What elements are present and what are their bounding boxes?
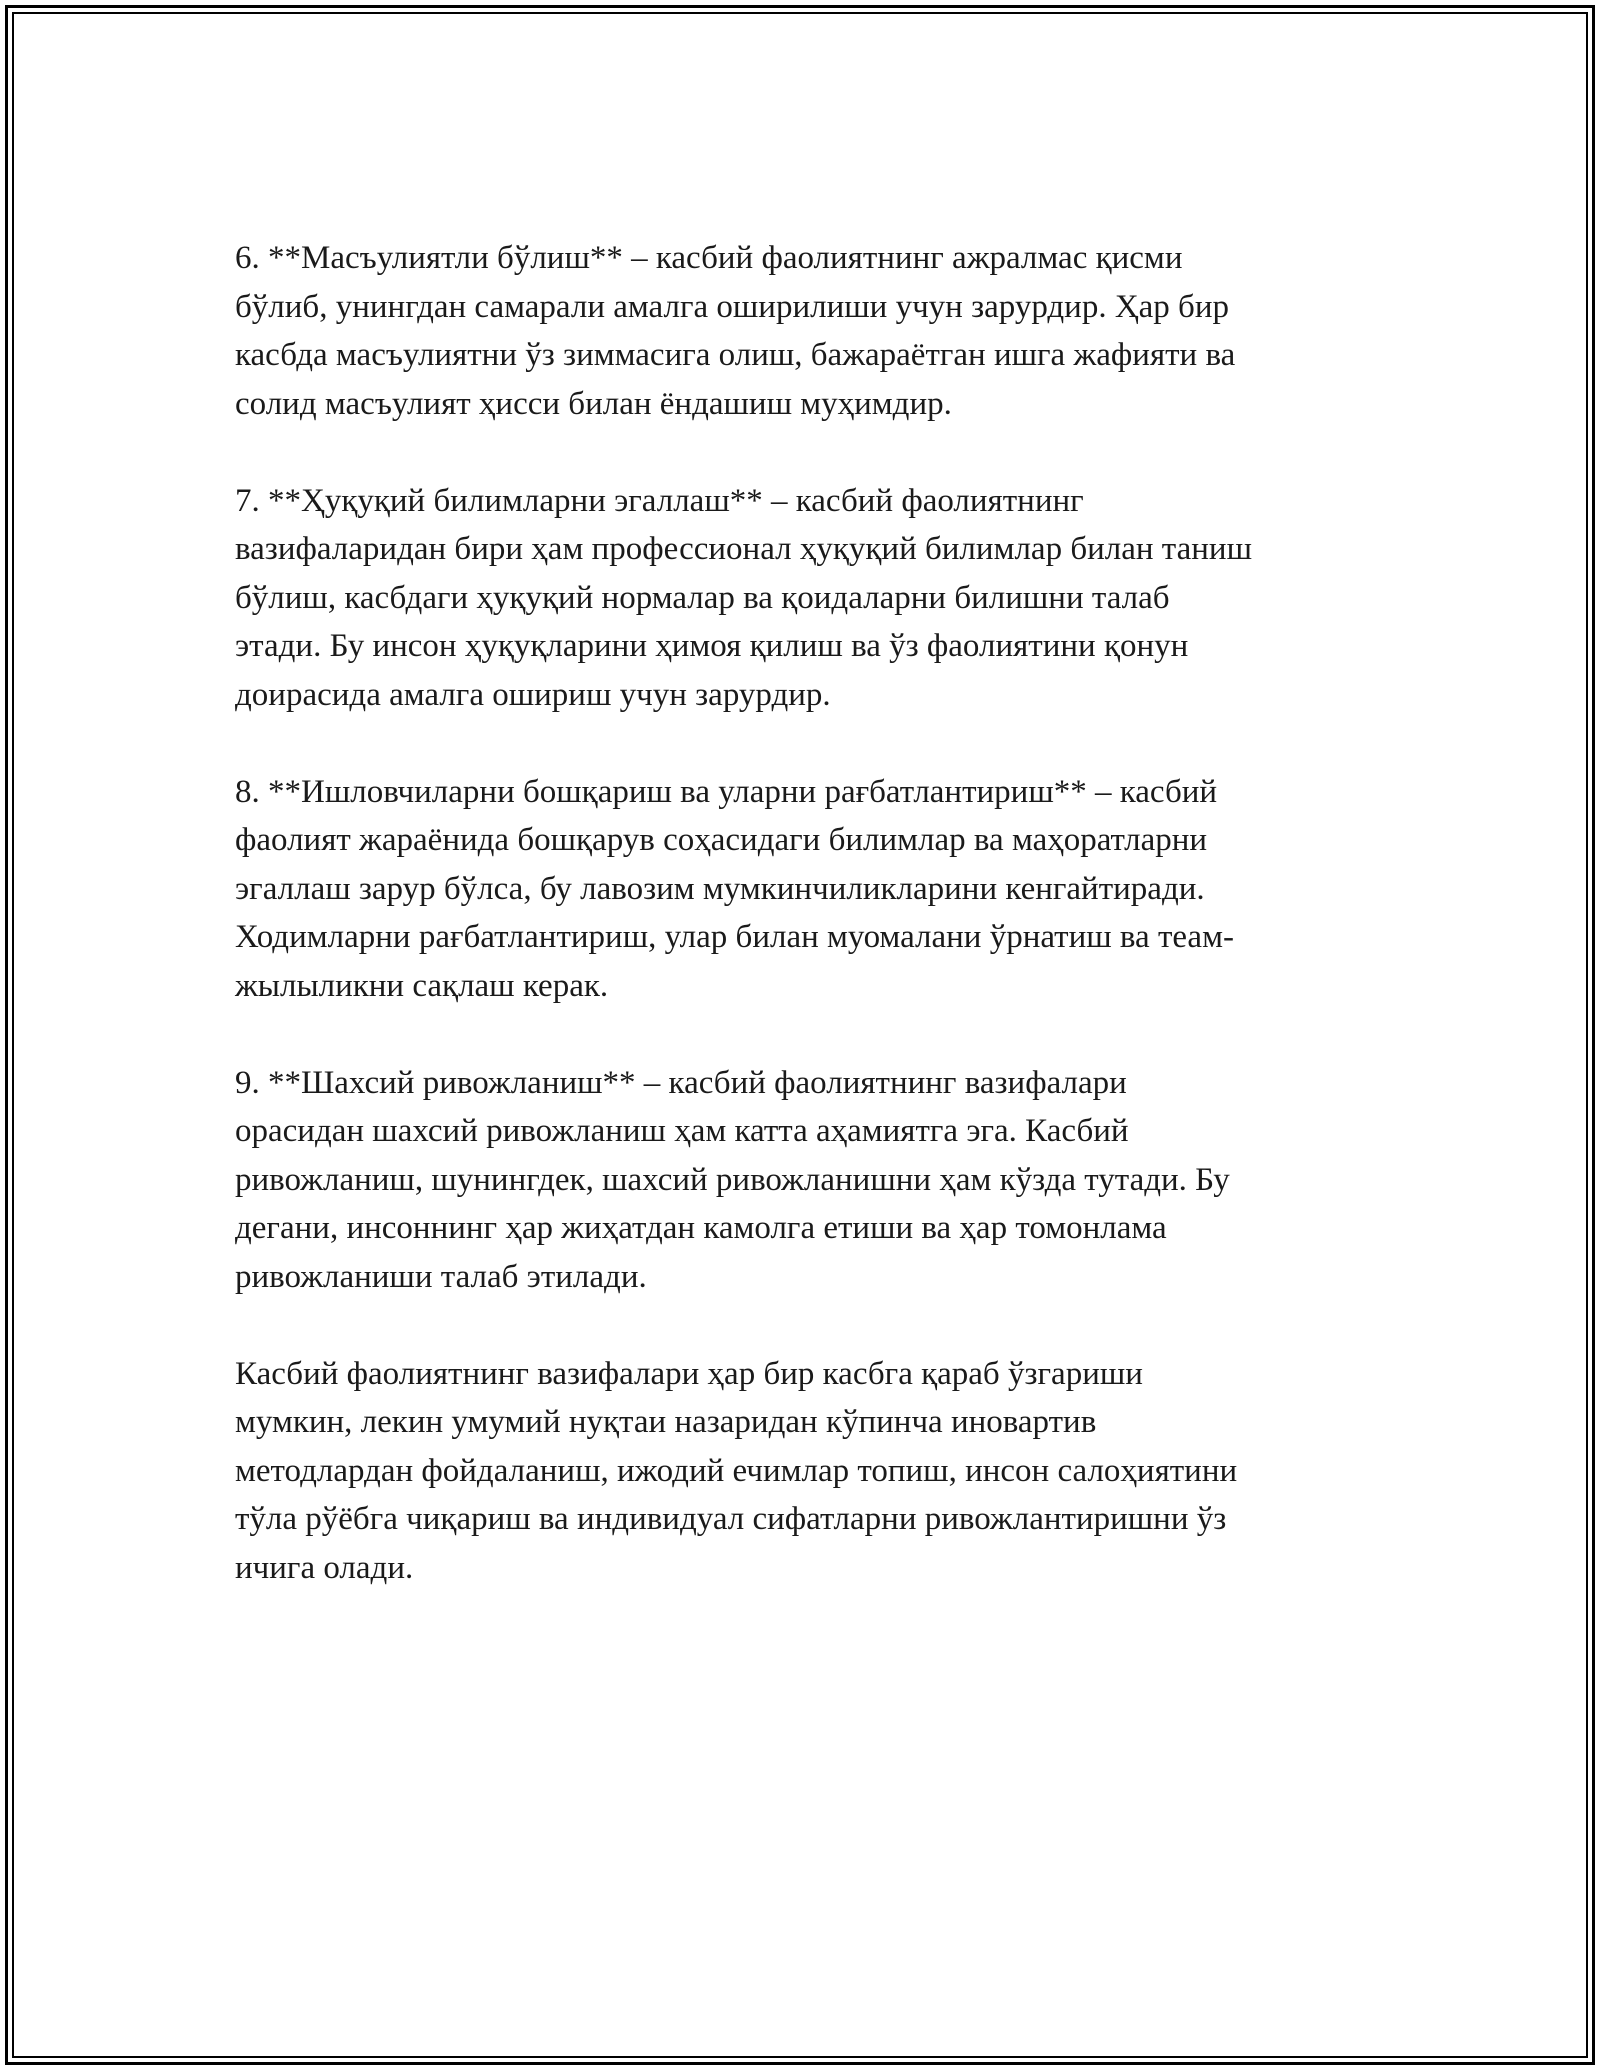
paragraph-item-6: 6. **Масъулиятли бўлиш** – касбий фаолиятнинг ажралмас қисми бўлиб, унингдан самарали амалга оширилиши учун зарурдир. Ҳар бир касбда масъулиятни ўз зиммасига олиш, бажараётган ишга жафияти ва солид масъулият ҳисси билан ёндашиш муҳимдир. <box>235 240 1236 422</box>
document-body <box>235 234 1375 1592</box>
paragraph-item-7: 7. **Ҳуқуқий билимларни эгаллаш** – касбий фаолиятнинг вазифаларидан бири ҳам профессионал ҳуқуқий билимлар билан таниш бўлиш, касбдаги ҳуқуқий нормалар ва қоидаларни билишни талаб этади. Бу инсон ҳуқуқларини ҳимоя қилиш ва ўз фаолиятини қонун доирасида амалга ошириш учун зарурдир. <box>235 482 1252 713</box>
paragraph-conclusion: Касбий фаолиятнинг вазифалари ҳар бир касбга қараб ўзгариши мумкин, лекин умумий нуқтаи назаридан кўпинча иновартив методлардан фойдаланиш, ижодий ечимлар топиш, инсон салоҳиятини тўла рўёбга чиқариш ва индивидуал сифатларни ривожлантиришни ўз ичига олади. <box>235 1355 1238 1586</box>
paragraph-item-8: 8. **Ишловчиларни бошқариш ва уларни рағбатлантириш** – касбий фаолият жараёнида бошқарув соҳасидаги билимлар ва маҳоратларни эгаллаш зарур бўлса, бу лавозим мумкинчиликларини кенгайтиради. Ходимларни рағбатлантириш, улар билан муомалани ўрнатиш ва теам- жылыликни сақлаш керак. <box>235 773 1234 1004</box>
paragraph-item-9: 9. **Шахсий ривожланиш** – касбий фаолиятнинг вазифалари орасидан шахсий ривожланиш ҳам катта аҳамиятга эга. Касбий ривожланиш, шунингдек, шахсий ривожланишни ҳам кўзда тутади. Бу дегани, инсоннинг ҳар жиҳатдан камолга етиши ва ҳар томонлама ривожланиши талаб этилади. <box>235 1064 1230 1295</box>
